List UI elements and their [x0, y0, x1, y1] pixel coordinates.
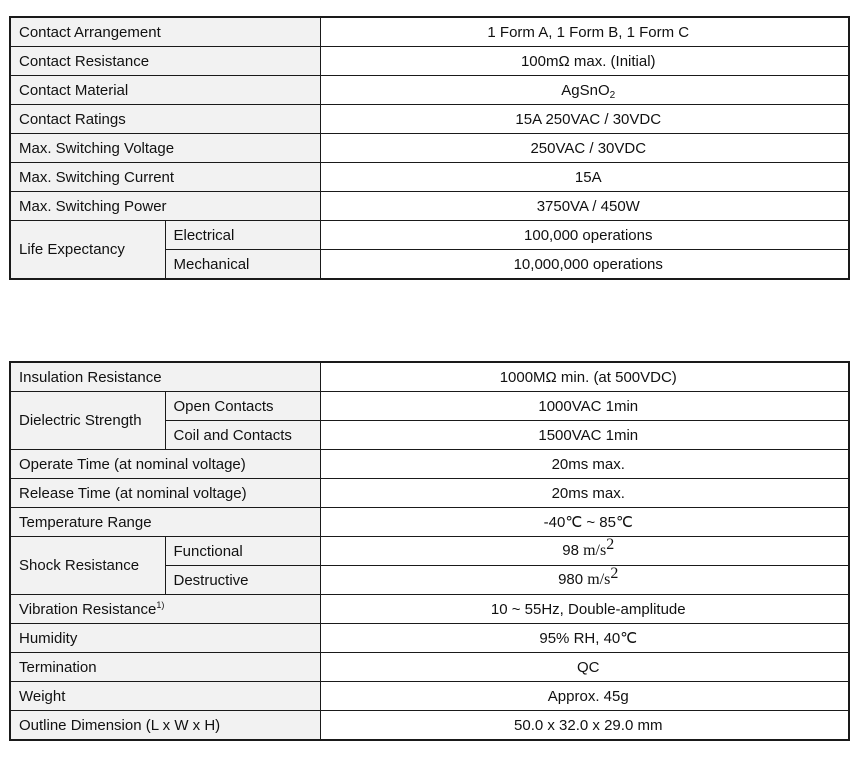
row-value: 15A — [320, 163, 849, 192]
sub-label: Destructive — [165, 566, 320, 595]
sub-label: Functional — [165, 537, 320, 566]
row-value: 250VAC / 30VDC — [320, 134, 849, 163]
table-row — [10, 134, 849, 163]
row-value — [320, 566, 849, 595]
sub-label: Open Contacts — [165, 392, 320, 421]
table-row — [10, 192, 849, 221]
row-label: Contact Ratings — [10, 105, 320, 134]
row-label: Humidity — [10, 624, 320, 653]
row-label: Release Time (at nominal voltage) — [10, 479, 320, 508]
table-row — [10, 508, 849, 537]
table-row — [10, 624, 849, 653]
general-specs-table — [9, 361, 850, 741]
value-unit: m/s — [583, 542, 607, 559]
row-label: Outline Dimension (L x W x H) — [10, 711, 320, 741]
row-value: 3750VA / 450W — [320, 192, 849, 221]
row-value: 1000MΩ min. (at 500VDC) — [320, 362, 849, 392]
table-row — [10, 47, 849, 76]
table-row — [10, 163, 849, 192]
table-row — [10, 362, 849, 392]
sub-label: Electrical — [165, 221, 320, 250]
table-row — [10, 17, 849, 47]
row-label: Contact Arrangement — [10, 17, 320, 47]
value-unit: m/s — [587, 571, 611, 588]
row-label: Max. Switching Current — [10, 163, 320, 192]
row-value: 1000VAC 1min — [320, 392, 849, 421]
value-exponent: 2 — [606, 536, 615, 553]
row-label: Max. Switching Voltage — [10, 134, 320, 163]
table-row — [10, 711, 849, 741]
row-label — [10, 595, 320, 624]
row-value: 10,000,000 operations — [320, 250, 849, 280]
row-label: Contact Resistance — [10, 47, 320, 76]
sub-label: Coil and Contacts — [165, 421, 320, 450]
row-label: Temperature Range — [10, 508, 320, 537]
row-value: 20ms max. — [320, 450, 849, 479]
row-value: 100,000 operations — [320, 221, 849, 250]
row-value: 1 Form A, 1 Form B, 1 Form C — [320, 17, 849, 47]
row-label: Termination — [10, 653, 320, 682]
value-exponent: 2 — [610, 565, 619, 582]
group-label: Shock Resistance — [10, 537, 165, 595]
table-row — [10, 450, 849, 479]
row-label: Operate Time (at nominal voltage) — [10, 450, 320, 479]
row-value: 50.0 x 32.0 x 29.0 mm — [320, 711, 849, 741]
row-value — [320, 537, 849, 566]
row-label: Contact Material — [10, 76, 320, 105]
row-label: Max. Switching Power — [10, 192, 320, 221]
value-number: 98 — [562, 542, 579, 559]
sub-label: Mechanical — [165, 250, 320, 280]
row-value: 1500VAC 1min — [320, 421, 849, 450]
row-value: 10 ~ 55Hz, Double-amplitude — [320, 595, 849, 624]
row-value — [320, 76, 849, 105]
row-value: QC — [320, 653, 849, 682]
table-row — [10, 682, 849, 711]
row-value: 100mΩ max. (Initial) — [320, 47, 849, 76]
formula-main: AgSnO — [561, 81, 610, 99]
row-value: 15A 250VAC / 30VDC — [320, 105, 849, 134]
footnote-marker: 1) — [156, 599, 165, 610]
row-value: -40℃ ~ 85℃ — [320, 508, 849, 537]
formula-subscript: 2 — [609, 89, 616, 101]
row-value: Approx. 45g — [320, 682, 849, 711]
row-value: 95% RH, 40℃ — [320, 624, 849, 653]
row-label: Insulation Resistance — [10, 362, 320, 392]
group-label: Dielectric Strength — [10, 392, 165, 450]
row-label: Weight — [10, 682, 320, 711]
table-row — [10, 595, 849, 624]
table-row — [10, 105, 849, 134]
table-row — [10, 479, 849, 508]
table-row — [10, 221, 849, 250]
table-row — [10, 76, 849, 105]
row-value: 20ms max. — [320, 479, 849, 508]
table-row — [10, 392, 849, 421]
label-text: Vibration Resistance — [19, 600, 157, 618]
table-row — [10, 653, 849, 682]
value-number: 980 — [558, 571, 584, 588]
table-row — [10, 537, 849, 566]
group-label: Life Expectancy — [10, 221, 165, 280]
contact-specs-table — [9, 16, 850, 280]
